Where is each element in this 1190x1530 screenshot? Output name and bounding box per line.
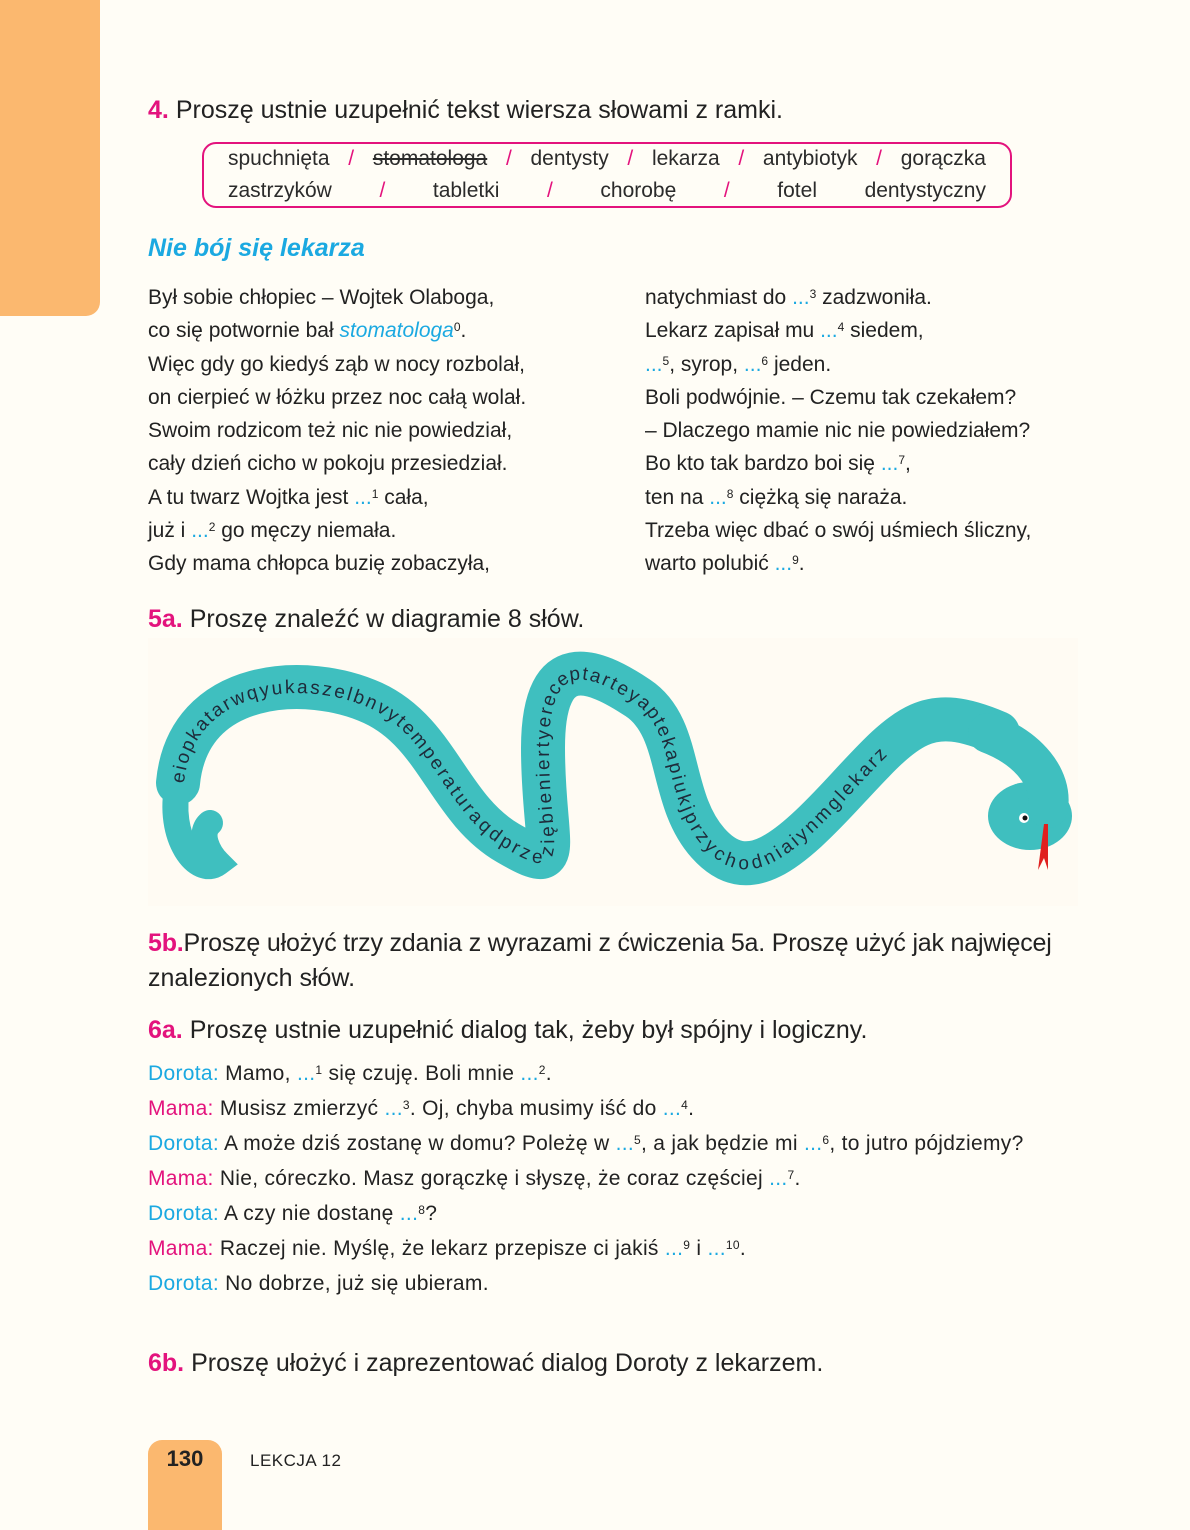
gap-number: 9 bbox=[683, 1238, 691, 1252]
poem-line: ten na ...$^8$ ciężką się naraża. bbox=[645, 485, 908, 509]
gap: ... bbox=[707, 1237, 726, 1260]
highlighted-word: stomatologa bbox=[339, 319, 454, 343]
poem-line: Trzeba więc dbać o swój uśmiech śliczny, bbox=[645, 519, 1032, 543]
dialog-text: Raczej nie. Myślę, że lekarz przepisze ci jakiś bbox=[219, 1237, 665, 1260]
gap-number: 4 bbox=[681, 1098, 689, 1112]
gap: ... bbox=[880, 452, 899, 476]
gap-number: 3 bbox=[402, 1098, 410, 1112]
exercise-instruction: Proszę ułożyć trzy zdania z wyrazami z ćwiczenia 5a. Proszę użyć jak najwięcej bbox=[183, 929, 1052, 957]
dialog-text: się czuję. Boli mnie bbox=[322, 1062, 521, 1085]
speaker-name: Mama: bbox=[148, 1167, 214, 1190]
poem-line: warto polubić ...$^9$. bbox=[645, 552, 805, 576]
word-crossed-out: stomatologa bbox=[372, 147, 488, 170]
gap-number: 6 bbox=[822, 1133, 830, 1147]
exercise-6b-heading bbox=[148, 1349, 823, 1378]
gap: ... bbox=[803, 1132, 823, 1155]
exercise-6a-heading bbox=[148, 1016, 867, 1045]
poem-column-1 bbox=[148, 281, 526, 581]
snake-pupil bbox=[1023, 816, 1028, 821]
gap-number: 8 bbox=[418, 1203, 426, 1217]
poem-line: co się potwornie bał stomatologa$^0$. bbox=[148, 319, 467, 343]
poem-line: Gdy mama chłopca buzię zobaczyła, bbox=[148, 552, 490, 576]
gap: ... bbox=[769, 1167, 788, 1190]
dialog-text: Musisz zmierzyć bbox=[219, 1097, 385, 1120]
gap: ... bbox=[354, 485, 372, 509]
exercise-number: 5a. bbox=[148, 605, 183, 633]
dialog-line bbox=[148, 1196, 1090, 1231]
poem-line: A tu twarz Wojtka jest ...$^1$ cała, bbox=[148, 485, 429, 509]
gap: ... bbox=[662, 1097, 682, 1120]
word: fotel bbox=[777, 179, 817, 202]
word: antybiotyk bbox=[762, 147, 858, 170]
gap: ... bbox=[645, 352, 663, 376]
dialog-text: Mamo, bbox=[225, 1062, 297, 1085]
gap: ... bbox=[664, 1237, 684, 1260]
word: gorączka bbox=[900, 147, 986, 170]
poem-line: Bo kto tak bardzo boi się ...$^7$, bbox=[645, 452, 911, 476]
word-box-row-1 bbox=[228, 147, 986, 171]
poem-line: – Dlaczego mamie nic nie powiedziałem? bbox=[645, 419, 1031, 443]
exercise-5b-heading bbox=[148, 926, 1098, 996]
dialog-text: A czy nie dostanę bbox=[223, 1202, 400, 1225]
poem-line: Boli podwójnie. – Czemu tak czekałem? bbox=[645, 385, 1017, 409]
dialog-text: . bbox=[688, 1097, 695, 1120]
dialog-text: ? bbox=[425, 1202, 438, 1225]
word: zastrzyków bbox=[228, 179, 332, 202]
speaker-name: Dorota: bbox=[148, 1202, 219, 1225]
separator: / bbox=[723, 179, 730, 202]
exercise-instruction-continued: znalezionych słów. bbox=[148, 964, 356, 992]
separator: / bbox=[505, 147, 512, 170]
poem-line: cały dzień cicho w pokoju przesiedział. bbox=[148, 452, 508, 476]
poem-line: ...$^5$, syrop, ...$^6$ jeden. bbox=[645, 352, 832, 376]
poem-line: on cierpieć w łóżku przez noc całą wolał. bbox=[148, 385, 527, 409]
dialog-line bbox=[148, 1126, 1090, 1161]
dialog-line bbox=[148, 1056, 1090, 1091]
speaker-name: Mama: bbox=[148, 1237, 214, 1260]
dialog-text: . bbox=[794, 1167, 801, 1190]
speaker-name: Mama: bbox=[148, 1097, 214, 1120]
exercise-number: 6b. bbox=[148, 1349, 185, 1377]
dialog-text: , to jutro pójdziemy? bbox=[829, 1132, 1024, 1155]
gap: ... bbox=[520, 1062, 539, 1085]
gap: ... bbox=[296, 1062, 316, 1085]
speaker-name: Dorota: bbox=[148, 1132, 219, 1155]
gap: ... bbox=[792, 286, 810, 309]
dialog bbox=[148, 1056, 1090, 1301]
snake-letters: eiopkatarwqyukaszelbnvytemperaturaqdprzeziębieniertyereceptarteyaptekapiukjprzychodniaiynmglekarz bbox=[167, 663, 894, 875]
page-number: 130 bbox=[166, 1446, 204, 1471]
word: spuchnięta bbox=[228, 147, 330, 170]
gap: ... bbox=[820, 319, 838, 343]
dialog-text: Nie, córeczko. Masz gorączkę i słyszę, że coraz częściej bbox=[219, 1167, 770, 1190]
gap-number: 2 bbox=[538, 1063, 546, 1077]
gap-number: 7 bbox=[787, 1168, 795, 1182]
dialog-line bbox=[148, 1161, 1090, 1196]
separator: / bbox=[876, 147, 883, 170]
dialog-text: . Oj, chyba musimy iść do bbox=[409, 1097, 663, 1120]
exercise-instruction: Proszę ułożyć i zaprezentować dialog Doroty z lekarzem. bbox=[191, 1349, 824, 1377]
gap: ... bbox=[615, 1132, 634, 1155]
exercise-number: 6a. bbox=[148, 1016, 183, 1044]
exercise-instruction: Proszę ustnie uzupełnić tekst wiersza słowami z ramki. bbox=[175, 96, 783, 124]
poem-line: Był sobie chłopiec – Wojtek Olaboga, bbox=[148, 286, 495, 309]
gap: ... bbox=[743, 352, 762, 376]
dialog-text: No dobrze, już się ubieram. bbox=[225, 1272, 489, 1295]
speaker-name: Dorota: bbox=[148, 1062, 219, 1085]
poem-line: Więc gdy go kiedyś ząb w nocy rozbolał, bbox=[148, 352, 526, 376]
word: dentysty bbox=[530, 147, 609, 170]
separator: / bbox=[627, 147, 634, 170]
gap-number: 1 bbox=[315, 1063, 323, 1077]
lesson-label: LEKCJA 12 bbox=[250, 1451, 342, 1470]
exercise-4-heading bbox=[148, 96, 783, 125]
poem-title: Nie bój się lekarza bbox=[148, 234, 365, 262]
word-box bbox=[202, 142, 1012, 208]
separator: / bbox=[738, 147, 745, 170]
poem-line: natychmiast do ...$^3$ zadzwoniła. bbox=[645, 286, 932, 309]
poem-line: Lekarz zapisał mu ...$^4$ siedem, bbox=[645, 319, 924, 343]
exercise-instruction: Proszę ustnie uzupełnić dialog tak, żeby był spójny i logiczny. bbox=[189, 1016, 868, 1044]
gap: ... bbox=[384, 1097, 403, 1120]
word-box-row-2 bbox=[228, 179, 986, 203]
word: tabletki bbox=[432, 179, 500, 202]
exercise-number: 5b. bbox=[148, 929, 184, 957]
separator: / bbox=[348, 147, 355, 170]
word: dentystyczny bbox=[864, 179, 986, 202]
side-tab bbox=[0, 0, 100, 316]
gap: ... bbox=[774, 552, 793, 576]
separator: / bbox=[379, 179, 386, 202]
dialog-text: A może dziś zostanę w domu? Poleżę w bbox=[223, 1132, 616, 1155]
poem-line: już i ...$^2$ go męczy niemała. bbox=[148, 519, 397, 543]
gap: ... bbox=[399, 1202, 419, 1225]
dialog-text: . bbox=[739, 1237, 747, 1260]
separator: / bbox=[546, 179, 553, 202]
exercise-number: 4. bbox=[148, 96, 169, 124]
word: chorobę bbox=[600, 179, 677, 202]
dialog-text: i bbox=[690, 1237, 708, 1260]
dialog-text: . bbox=[545, 1062, 552, 1085]
gap-number: 5 bbox=[633, 1133, 641, 1147]
speaker-name: Dorota: bbox=[148, 1272, 219, 1295]
poem-line: Swoim rodzicom też nic nie powiedział, bbox=[148, 419, 513, 443]
exercise-instruction: Proszę znaleźć w diagramie 8 słów. bbox=[189, 605, 585, 633]
dialog-line bbox=[148, 1266, 1090, 1301]
dialog-line bbox=[148, 1231, 1090, 1266]
gap: ... bbox=[709, 485, 727, 509]
gap-number: 10 bbox=[725, 1238, 740, 1252]
snake-word-diagram bbox=[148, 638, 1078, 906]
exercise-5a-heading bbox=[148, 605, 584, 634]
poem-column-2 bbox=[645, 281, 1031, 581]
dialog-text: , a jak będzie mi bbox=[640, 1132, 804, 1155]
gap: ... bbox=[191, 519, 209, 543]
word: lekarza bbox=[651, 147, 720, 170]
dialog-line bbox=[148, 1091, 1090, 1126]
